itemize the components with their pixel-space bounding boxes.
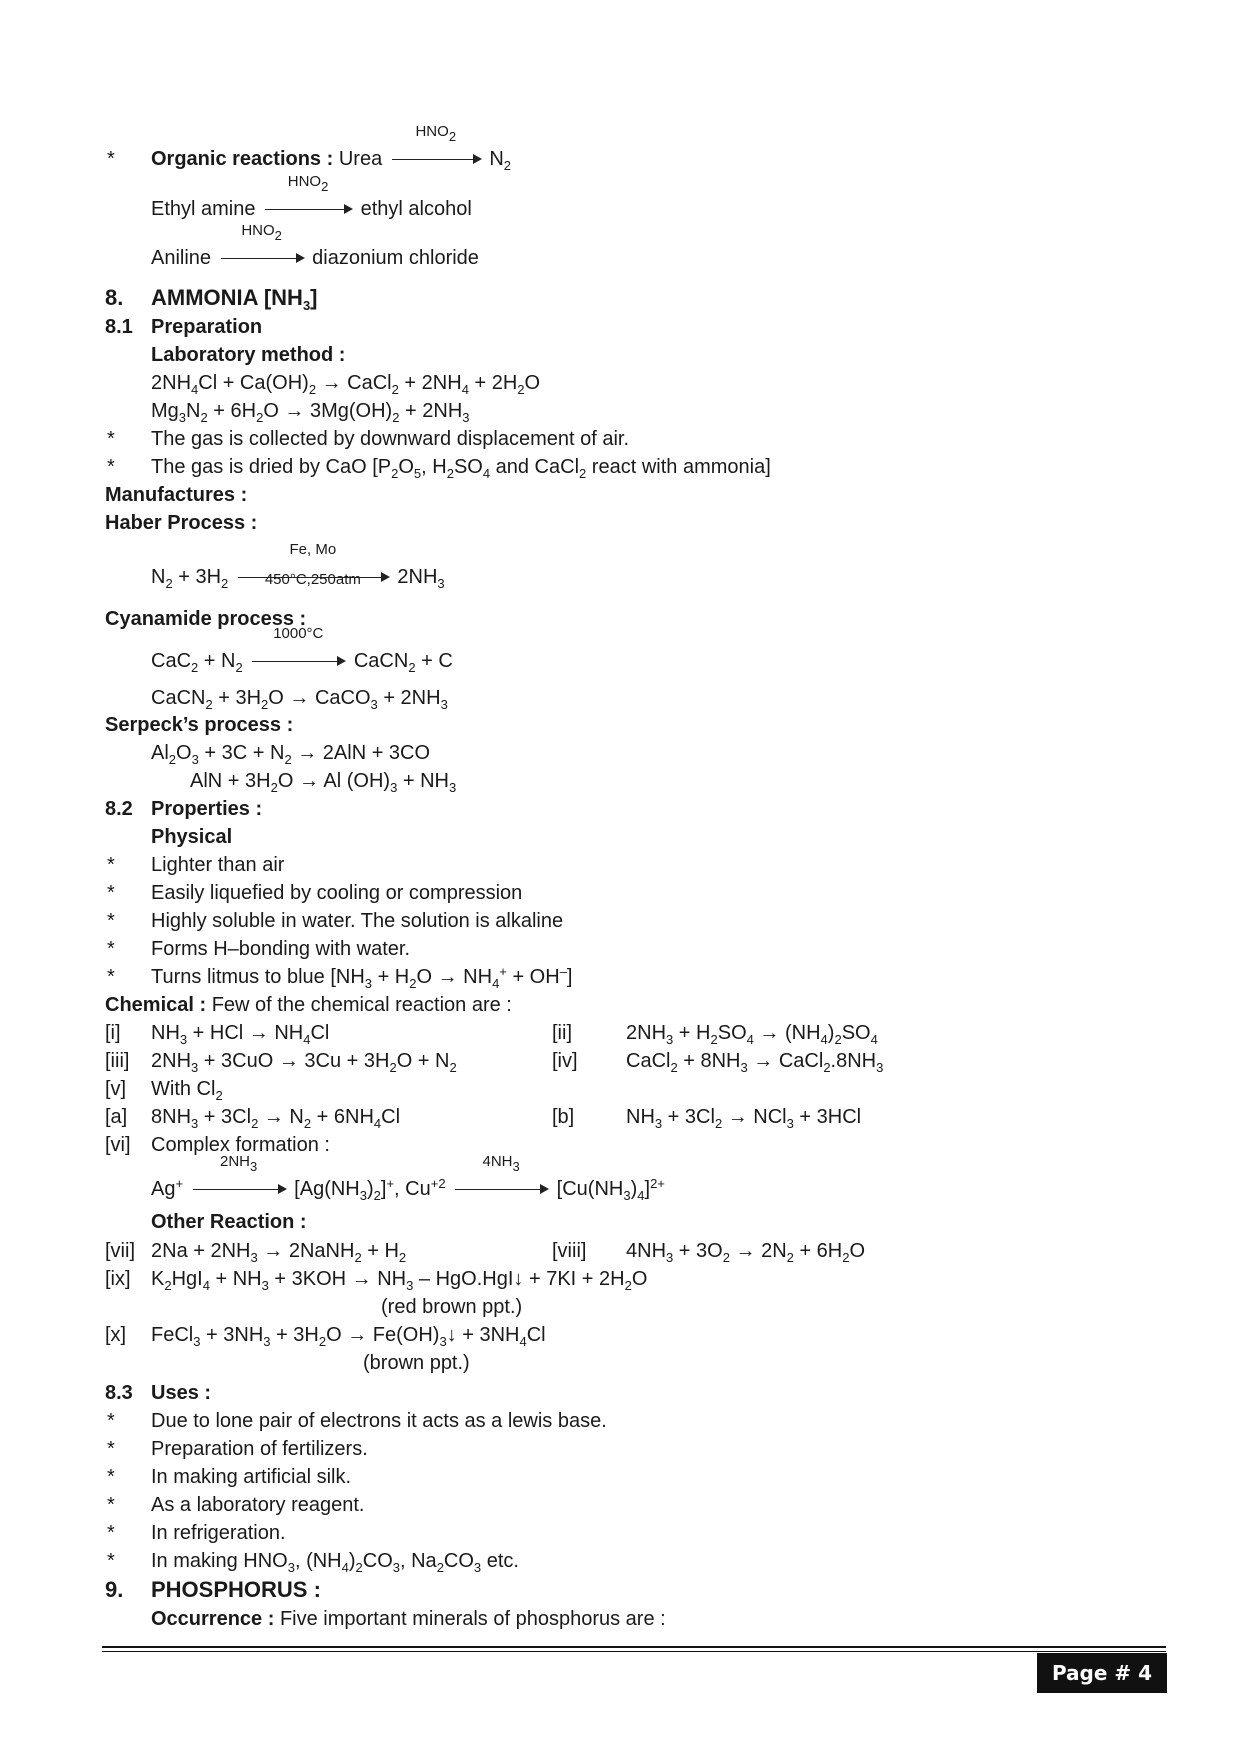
bullet: *	[107, 1494, 115, 1516]
section-number: 9.	[105, 1577, 124, 1602]
section-title-ammonia: AMMONIA $[NH_3]$	[151, 285, 318, 313]
equation: AlN + $3H_2O \to Al$ $(OH)_3 + NH_3$	[190, 770, 457, 795]
equation: $Al_2O_3 + 3C + N_2 \to 2AlN + 3CO$	[151, 742, 431, 767]
physical-heading: Physical	[151, 826, 233, 848]
bullet: *	[107, 966, 115, 988]
equation: $Mg_3N_2 + 6H_2O \to 3Mg(OH)_2 + 2NH_3$	[151, 400, 470, 425]
bullet: *	[107, 148, 115, 170]
chemical-intro: Chemical : Few of the chemical reaction are :	[105, 994, 512, 1016]
complex-formation: Complex formation :	[151, 1134, 330, 1156]
arrow-reagent: $2NH_3$	[189, 1176, 289, 1202]
marker: [viii]	[552, 1240, 587, 1262]
section-number: 8.	[105, 285, 124, 310]
bullet: *	[107, 910, 115, 932]
laboratory-method-heading: Laboratory method :	[151, 344, 346, 366]
arrow-conditions: 1000°C	[248, 648, 348, 674]
physical-item: Turns litmus to blue $[NH_3 + H_2O \to NH_4^+ + OH^-]$	[151, 964, 573, 991]
other-reaction-heading: Other Reaction :	[151, 1211, 307, 1233]
bullet: *	[107, 1438, 115, 1460]
equation: FeCl$_3$ + $3NH_3 + 3H_2O$ → $Fe(OH)_3↓ + 3NH_4Cl$	[151, 1324, 546, 1349]
section-title-properties: Properties :	[151, 798, 263, 820]
equation: $2NH_4Cl + Ca(OH)_2$ → CaCl$_2$ + $2NH_4 + 2H_2O$	[151, 372, 541, 397]
equation: $4NH_3 + 3O_2 \to 2N_2 + 6H_2O$	[626, 1240, 866, 1265]
bullet: *	[107, 854, 115, 876]
equation-haber: $N_2 + 3H_2$ Fe, Mo 450°C,250atm $2NH_3$	[151, 541, 445, 591]
urea-text: Urea	[338, 148, 383, 170]
equation: $2Na + 2NH_3$ → 2NaNH$_2$ + $H_2$	[151, 1240, 407, 1265]
marker: [iv]	[552, 1050, 578, 1072]
bullet: *	[107, 882, 115, 904]
haber-heading: Haber Process :	[105, 512, 258, 534]
footer-rule	[102, 1646, 1166, 1648]
with-cl2: With $Cl_2$	[151, 1078, 223, 1103]
use-item: In refrigeration.	[151, 1522, 286, 1544]
marker: [iii]	[105, 1050, 130, 1072]
physical-item: Forms H–bonding with water.	[151, 938, 411, 960]
equation-complex: Ag+ $2NH_3$ $[Ag(NH_3)_2]^+$, $Cu^{+2}$ $4NH_3$ $[Cu(NH_3)_4]^{2+}$	[151, 1153, 665, 1203]
physical-item: Easily liquefied by cooling or compression	[151, 882, 523, 904]
organic-reaction-ethylamine: Ethyl amine $HNO_2$ ethyl alcohol	[151, 173, 472, 220]
bullet: *	[107, 456, 115, 478]
marker: [v]	[105, 1078, 127, 1100]
arrow-reagent: $4NH_3$	[451, 1176, 551, 1202]
physical-item: Highly soluble in water. The solution is alkaline	[151, 910, 564, 932]
marker: [ix]	[105, 1268, 131, 1290]
prep-note: The gas is collected by downward displacement of air.	[151, 428, 630, 450]
arrow-conditions: Fe, Mo 450°C,250atm	[234, 564, 392, 590]
physical-item: Lighter than air	[151, 854, 285, 876]
use-item: In making $HNO_3$, $(NH_4)_2CO_3$, $Na_2CO_3$ etc.	[151, 1550, 519, 1575]
use-item: Preparation of fertilizers.	[151, 1438, 368, 1460]
use-item: As a laboratory reagent.	[151, 1494, 365, 1516]
bullet: *	[107, 1522, 115, 1544]
cyanamide-heading: Cyanamide process :	[105, 608, 307, 630]
equation: $2NH_3 + H_2SO_4 \to (NH_4)_2SO_4$	[626, 1022, 878, 1047]
bullet: *	[107, 428, 115, 450]
section-number: 8.1	[105, 316, 133, 338]
organic-reaction-urea: Organic reactions : Urea $HNO_2$ $N_2$	[151, 123, 512, 173]
footer-rule	[102, 1651, 1166, 1652]
equation: $2NH_3 + 3CuO \to 3Cu + 3H_2O + N_2$	[151, 1050, 457, 1075]
organic-reaction-aniline: Aniline $HNO_2$ diazonium chloride	[151, 222, 479, 269]
arrow-hno2: $HNO_2$	[388, 146, 484, 172]
marker: [vii]	[105, 1240, 135, 1262]
page-number-badge: Page # 4	[1037, 1653, 1167, 1693]
section-number: 8.3	[105, 1382, 133, 1404]
equation: $NH_3 + 3Cl_2 \to NCl_3 + 3HCl$	[626, 1106, 862, 1131]
equation: $K_2HgI_4 + NH_3 + 3KOH \to NH_3$ – HgO.HgI↓ + $7KI + 2H_2O$	[151, 1268, 648, 1293]
section-title-uses: Uses :	[151, 1382, 212, 1404]
section-number: 8.2	[105, 798, 133, 820]
equation: $8NH_3 + 3Cl_2 \to N_2 + 6NH_4Cl$	[151, 1106, 401, 1131]
manufactures-heading: Manufactures :	[105, 484, 248, 506]
marker: [vi]	[105, 1134, 131, 1156]
marker: [ii]	[552, 1022, 572, 1044]
section-title-phosphorus: PHOSPHORUS :	[151, 1577, 321, 1602]
organic-label: Organic reactions :	[151, 148, 334, 170]
bullet: *	[107, 1410, 115, 1432]
bullet: *	[107, 1550, 115, 1572]
prep-note: The gas is dried by CaO [$P_2O_5$, $H_2SO_4$ and CaCl$_2$ react with ammonia]	[151, 456, 771, 481]
occurrence-line: Occurrence : Five important minerals of phosphorus are :	[151, 1608, 666, 1630]
equation: $NH_3$ + HCl → $NH_4Cl$	[151, 1022, 330, 1047]
serpeck-heading: Serpeck’s process :	[105, 714, 294, 736]
marker: [i]	[105, 1022, 121, 1044]
bullet: *	[107, 1466, 115, 1488]
equation: CaCN$_2$ + $3H_2O$ → CaCO$_3$ + $2NH_3$	[151, 687, 448, 712]
precipitate-note: (red brown ppt.)	[381, 1296, 523, 1318]
section-title-preparation: Preparation	[151, 316, 263, 338]
bullet: *	[107, 938, 115, 960]
marker: [a]	[105, 1106, 128, 1128]
equation: CaCl$_2$ + $8NH_3$ → $CaCl_2.8NH_3$	[626, 1050, 884, 1075]
arrow-hno2: $HNO_2$	[261, 196, 355, 222]
precipitate-note: (brown ppt.)	[363, 1352, 470, 1374]
marker: [b]	[552, 1106, 575, 1128]
equation: $CaC_2 + N_2$ 1000°C CaCN$_2$ + C	[151, 625, 453, 675]
marker: [x]	[105, 1324, 127, 1346]
use-item: Due to lone pair of electrons it acts as a lewis base.	[151, 1410, 607, 1432]
use-item: In making artificial silk.	[151, 1466, 352, 1488]
arrow-hno2: $HNO_2$	[217, 245, 307, 271]
